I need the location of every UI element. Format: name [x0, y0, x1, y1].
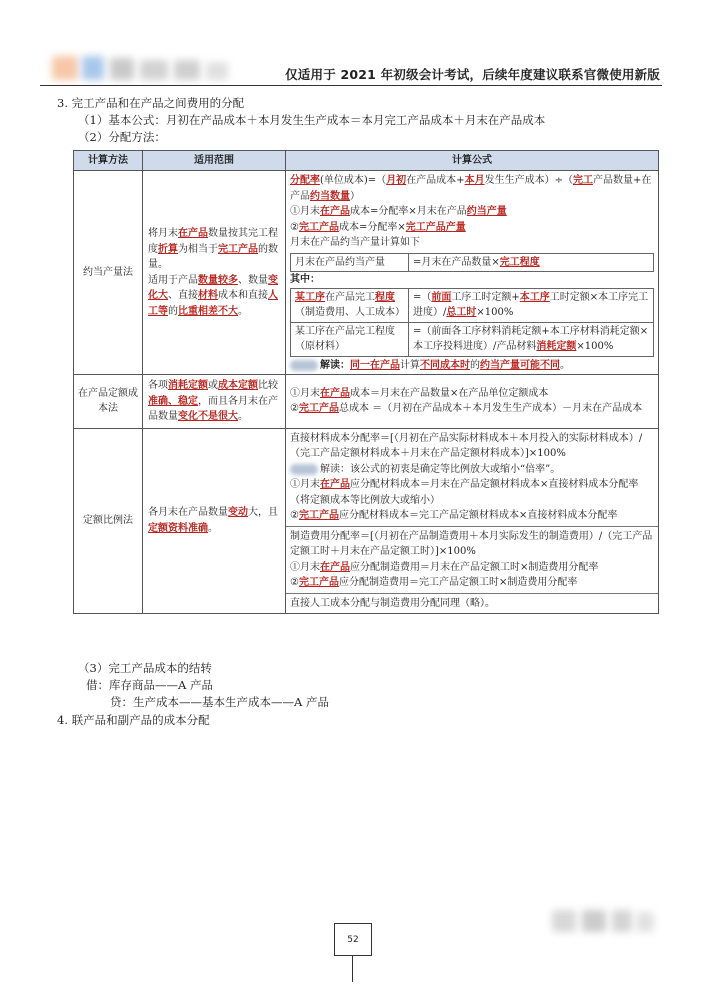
- wip-standard-formula: ①月末在产品成本＝月末在产品数量×在产品单位定额成本: [290, 387, 549, 399]
- header-formula: 计算公式: [286, 151, 659, 171]
- interpretation-note: 解读：同一在产品计算不同成本时的约当产量可能不同。: [290, 358, 654, 374]
- table-header-row: [74, 151, 659, 171]
- transfer-heading: （3）完工产品成本的结转: [78, 661, 212, 675]
- table-row: 月末在产品约当产量 =月末在产品数量×完工程度: [291, 253, 654, 272]
- finished-total-formula: ②完工产品总成本 ＝（月初在产品成本＋本月发生生产成本）－月末在产品成本: [290, 403, 643, 415]
- header-method: 计算方法: [74, 151, 143, 171]
- blurred-logo: [52, 48, 242, 86]
- header-title: 仅适用于 2021 年初级会计考试，后续年度建议联系官微使用新版: [285, 67, 660, 82]
- equivalent-output-intro: 月末在产品约当产量计算如下: [290, 237, 420, 248]
- wip-material-formula: ①月末在产品应分配材料成本＝月末在产品定额材料成本×直接材料成本分配率（将定额成本等比例放大或缩小）: [290, 479, 639, 506]
- table-row: 某工序在产品完工程度 （原材料） =（前面各工序材料消耗定额+本工序材料消耗定额×本工序投料进度）/产品材料消耗定额×100%: [291, 322, 654, 356]
- table-row: [74, 428, 659, 614]
- finished-cost-formula: ②完工产品成本=分配率×完工产品产量: [290, 221, 466, 233]
- formula-ratio: [286, 428, 659, 614]
- scope-standard-cost: 各项消耗定额或成本定额比较准确、稳定，而且各月末在产品数量变化不是很大。: [143, 375, 286, 429]
- wip-overhead-formula: ①月末在产品应分配制造费用＝月末在产品定额工时×制造费用分配率: [290, 561, 599, 573]
- method-ratio: 定额比例法: [74, 428, 143, 614]
- overhead-allocation-block: [286, 527, 658, 594]
- finished-overhead-formula: ②完工产品应分配制造费用＝完工产品定额工时×制造费用分配率: [290, 577, 578, 588]
- section4-heading: 4. 联产品和副产品的成本分配: [57, 713, 210, 727]
- journal-debit: 借：库存商品——A 产品: [86, 678, 213, 692]
- material-rate-formula: 直接材料成本分配率＝[（月初在产品实际材料成本＋本月投入的实际材料成本）/（完工产品定额材料成本＋月末在产品定额材料成本）]×100%: [290, 432, 643, 459]
- overhead-rate-formula: 制造费用分配率＝[（月初在产品制造费用＋本月实际发生的制造费用）/（完工产品定额工时＋月末在产品定额工时）]×100%: [290, 530, 653, 557]
- method-equivalent-units: 约当产量法: [74, 171, 143, 375]
- wip-cost-formula: ①月末在产品成本=分配率×月末在产品约当产量: [290, 206, 507, 217]
- blurred-footer-logo: [552, 902, 658, 940]
- finished-material-formula: ②完工产品应分配材料成本＝完工产品定额材料成本×直接材料成本分配率: [290, 510, 618, 521]
- scope-ratio: 各月末在产品数量变动大，且定额资料准确。: [143, 428, 286, 614]
- journal-credit: 贷：生产成本——基本生产成本——A 产品: [110, 695, 329, 709]
- cost-allocation-table: [73, 150, 659, 614]
- table-row: 某工序在产品完工程度 （制造费用、人工成本） =（前面工序工时定额+本工序工时定额×本工序完工进度）/总工时×100%: [291, 288, 654, 322]
- formula-equivalent-units: [286, 171, 659, 375]
- material-interpretation: 解读：该公式的初衷是确定等比例放大或缩小“倍率”。: [290, 462, 654, 478]
- completion-degree-table: [290, 288, 654, 357]
- allocation-rate-formula: 分配率(单位成本)=（月初在产品成本+本月发生生产成本）÷（完工产品数量+在产品约当数量）: [290, 175, 652, 202]
- method-standard-cost: 在产品定额成本法: [74, 375, 143, 429]
- section3-heading: 3. 完工产品和在产品之间费用的分配: [57, 96, 245, 110]
- header-divider: [40, 85, 662, 86]
- basic-formula: （1）基本公式：月初在产品成本＋本月发生生产成本＝本月完工产品成本＋月末在产品成本: [78, 113, 546, 127]
- formula-standard-cost: [286, 375, 659, 429]
- labor-allocation-note: 直接人工成本分配与制造费用分配同理（略）。: [290, 597, 495, 609]
- header-scope: 适用范围: [143, 151, 286, 171]
- blurred-logo-mark: [290, 360, 318, 371]
- page-number: 52: [334, 923, 372, 956]
- scope-equivalent-units: 将月末在产品数量按其完工程度折算为相当于完工产品的数量。 适用于产品数量较多、数量变化大、直接材料成本和直接人工等的比重相差不大。: [143, 171, 286, 375]
- blurred-logo-mark: [290, 464, 318, 475]
- methods-heading: （2）分配方法：: [78, 130, 166, 144]
- page-number-stem: [352, 956, 353, 982]
- qizhong-label: 其中：: [290, 274, 320, 285]
- material-allocation-block: [286, 429, 658, 527]
- table-row: [74, 171, 659, 375]
- equivalent-output-table: [290, 253, 654, 273]
- table-row: [74, 375, 659, 429]
